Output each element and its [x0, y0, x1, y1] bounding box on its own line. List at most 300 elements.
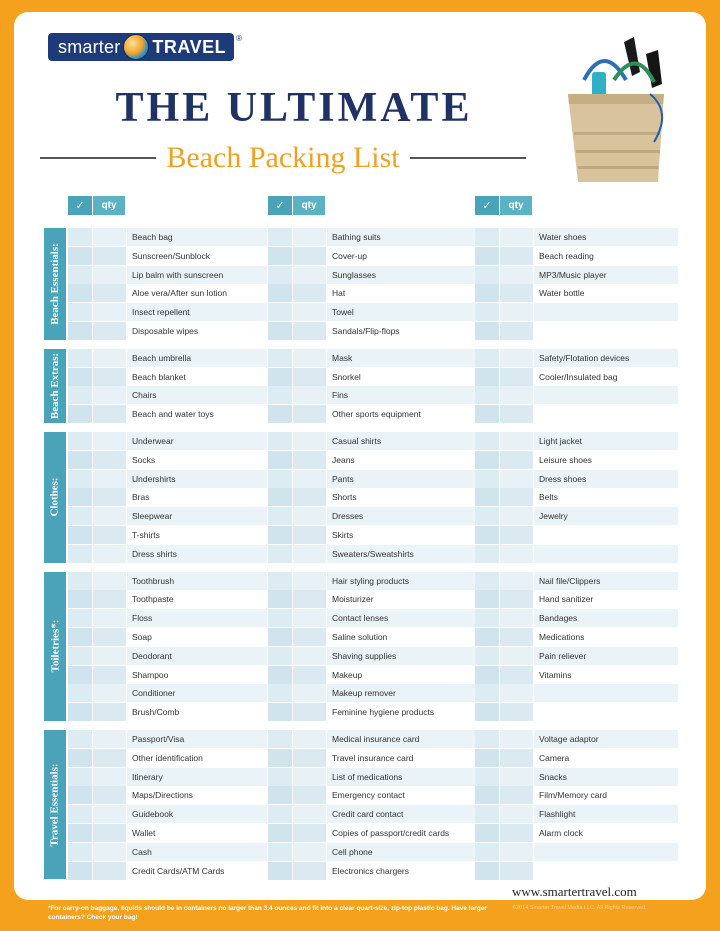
check-box[interactable] [68, 862, 92, 880]
qty-box[interactable] [293, 628, 326, 646]
check-box[interactable] [268, 684, 292, 702]
item-label: Other identification [127, 749, 267, 767]
qty-box[interactable] [93, 590, 126, 608]
check-box[interactable] [68, 303, 92, 321]
qty-box[interactable] [500, 786, 533, 804]
check-box[interactable] [475, 451, 499, 469]
item-label: Hand sanitizer [534, 590, 678, 608]
check-box[interactable] [268, 368, 292, 386]
qty-box[interactable] [500, 228, 533, 246]
check-box[interactable] [475, 303, 499, 321]
qty-box[interactable] [93, 432, 126, 450]
check-box[interactable] [268, 386, 292, 404]
check-box[interactable] [68, 247, 92, 265]
check-box[interactable] [68, 703, 92, 721]
check-box[interactable] [475, 843, 499, 861]
item-label [534, 843, 678, 861]
qty-box[interactable] [93, 628, 126, 646]
carry-on-footnote: *For carry-on baggage, liquids should be in containers no larger than 3.4 ounces and fit into a clear quart-size, zip-top plastic bag. Have larger containers? Check your bag! [48, 905, 487, 921]
qty-box[interactable] [293, 862, 326, 880]
qty-box[interactable] [500, 730, 533, 748]
table-row [68, 730, 676, 748]
check-box[interactable] [475, 470, 499, 488]
item-label [534, 703, 678, 721]
item-label: Other sports equipment [327, 405, 475, 423]
check-box[interactable] [475, 228, 499, 246]
qty-box[interactable] [293, 322, 326, 340]
qty-box[interactable] [500, 805, 533, 823]
qty-box[interactable] [93, 386, 126, 404]
qty-box[interactable] [500, 488, 533, 506]
item-label: List of medications [327, 768, 475, 786]
qty-box[interactable] [293, 843, 326, 861]
check-box[interactable] [268, 749, 292, 767]
qty-box[interactable] [93, 786, 126, 804]
qty-box[interactable] [500, 284, 533, 302]
item-label: Sweaters/Sweatshirts [327, 545, 475, 563]
table-row [68, 749, 676, 767]
subtitle-rule-left [40, 157, 156, 159]
qty-box[interactable] [293, 805, 326, 823]
check-box[interactable] [475, 628, 499, 646]
qty-box[interactable] [93, 749, 126, 767]
section-2 [44, 349, 676, 424]
check-box[interactable] [268, 284, 292, 302]
item-label: Wallet [127, 824, 267, 842]
check-box[interactable] [68, 432, 92, 450]
check-box[interactable] [475, 266, 499, 284]
check-box[interactable] [68, 824, 92, 842]
item-label: Leisure shoes [534, 451, 678, 469]
item-label: Conditioner [127, 684, 267, 702]
check-box[interactable] [268, 609, 292, 627]
qty-box[interactable] [500, 266, 533, 284]
qty-box[interactable] [293, 786, 326, 804]
check-box[interactable] [475, 805, 499, 823]
qty-box[interactable] [293, 432, 326, 450]
check-box[interactable] [475, 349, 499, 367]
qty-box[interactable] [293, 666, 326, 684]
table-row [68, 768, 676, 786]
item-label: Toothpaste [127, 590, 267, 608]
check-box[interactable] [68, 284, 92, 302]
item-label: Fins [327, 386, 475, 404]
qty-box[interactable] [93, 647, 126, 665]
table-row [68, 628, 676, 646]
check-box[interactable] [475, 824, 499, 842]
qty-box[interactable] [500, 666, 533, 684]
item-label: Shaving supplies [327, 647, 475, 665]
qty-box[interactable] [93, 666, 126, 684]
item-label: Beach umbrella [127, 349, 267, 367]
qty-box[interactable] [500, 843, 533, 861]
item-label: Disposable wipes [127, 322, 267, 340]
qty-box[interactable] [293, 507, 326, 525]
qty-box[interactable] [500, 590, 533, 608]
check-box[interactable] [268, 843, 292, 861]
item-label: Aloe vera/After sun lotion [127, 284, 267, 302]
check-box[interactable] [68, 368, 92, 386]
check-box[interactable] [475, 703, 499, 721]
page-title: THE ULTIMATE [115, 85, 473, 131]
check-box[interactable] [68, 786, 92, 804]
qty-box[interactable] [93, 368, 126, 386]
subtitle-row [40, 140, 526, 176]
item-label: Bathing suits [327, 228, 475, 246]
item-label: Beach and water toys [127, 405, 267, 423]
website-url[interactable]: www.smartertravel.com [512, 884, 637, 899]
qty-box[interactable] [500, 684, 533, 702]
qty-box[interactable] [93, 730, 126, 748]
qty-box[interactable] [293, 247, 326, 265]
check-box[interactable] [268, 322, 292, 340]
table-row [68, 266, 676, 284]
qty-box[interactable] [500, 628, 533, 646]
item-label [534, 322, 678, 340]
item-label: Bandages [534, 609, 678, 627]
qty-header: qty [292, 196, 325, 215]
item-label: Moisturizer [327, 590, 475, 608]
qty-box[interactable] [500, 451, 533, 469]
table-row [68, 647, 676, 665]
check-box[interactable] [268, 303, 292, 321]
item-label: Makeup remover [327, 684, 475, 702]
item-label: Cover-up [327, 247, 475, 265]
check-box[interactable] [475, 609, 499, 627]
check-box[interactable] [268, 862, 292, 880]
qty-box[interactable] [500, 526, 533, 544]
table-row [68, 228, 676, 246]
table-row [68, 824, 676, 842]
check-box[interactable] [68, 768, 92, 786]
check-box[interactable] [475, 247, 499, 265]
globe-icon [123, 34, 149, 60]
qty-box[interactable] [500, 545, 533, 563]
check-box[interactable] [68, 470, 92, 488]
check-box[interactable] [268, 786, 292, 804]
qty-box[interactable] [93, 303, 126, 321]
qty-box[interactable] [293, 703, 326, 721]
section-5 [44, 730, 676, 880]
item-label: Shampoo [127, 666, 267, 684]
qty-box[interactable] [500, 470, 533, 488]
item-label: T-shirts [127, 526, 267, 544]
qty-box[interactable] [93, 843, 126, 861]
qty-box[interactable] [293, 386, 326, 404]
check-box[interactable] [268, 628, 292, 646]
check-box[interactable] [68, 572, 92, 590]
qty-box[interactable] [500, 303, 533, 321]
qty-box[interactable] [500, 322, 533, 340]
check-box[interactable] [475, 572, 499, 590]
qty-box[interactable] [93, 247, 126, 265]
check-box[interactable] [68, 647, 92, 665]
check-box[interactable] [475, 684, 499, 702]
section-label: Toiletries*: [49, 619, 61, 673]
qty-box[interactable] [293, 368, 326, 386]
table-row [68, 703, 676, 721]
table-row [68, 488, 676, 506]
qty-box[interactable] [293, 488, 326, 506]
qty-box[interactable] [93, 349, 126, 367]
qty-box[interactable] [293, 824, 326, 842]
section-band [44, 432, 66, 563]
item-label: Guidebook [127, 805, 267, 823]
check-box[interactable] [268, 824, 292, 842]
check-box[interactable] [475, 386, 499, 404]
check-box[interactable] [268, 228, 292, 246]
qty-box[interactable] [93, 824, 126, 842]
item-label: Credit card contact [327, 805, 475, 823]
table-row [68, 805, 676, 823]
check-box[interactable] [68, 405, 92, 423]
check-box[interactable] [68, 488, 92, 506]
item-label: Alarm clock [534, 824, 678, 842]
item-label: Voltage adaptor [534, 730, 678, 748]
qty-box[interactable] [93, 805, 126, 823]
check-box[interactable] [268, 451, 292, 469]
check-box[interactable] [268, 703, 292, 721]
check-box[interactable] [268, 647, 292, 665]
item-label: Dress shoes [534, 470, 678, 488]
item-label: Cell phone [327, 843, 475, 861]
section-1 [44, 228, 676, 341]
check-box[interactable] [68, 228, 92, 246]
check-box[interactable] [268, 572, 292, 590]
check-box[interactable] [68, 730, 92, 748]
item-label: Deodorant [127, 647, 267, 665]
check-box[interactable] [475, 488, 499, 506]
table-row [68, 526, 676, 544]
section-label: Clothes: [49, 477, 62, 517]
item-label: Feminine hygiene products [327, 703, 475, 721]
check-box[interactable] [268, 805, 292, 823]
qty-box[interactable] [93, 322, 126, 340]
table-row [68, 572, 676, 590]
table-row [68, 349, 676, 367]
qty-box[interactable] [93, 405, 126, 423]
table-row [68, 247, 676, 265]
check-box[interactable] [475, 590, 499, 608]
qty-box[interactable] [293, 749, 326, 767]
qty-box[interactable] [500, 703, 533, 721]
item-label [534, 405, 678, 423]
check-box[interactable] [68, 266, 92, 284]
check-box[interactable] [268, 507, 292, 525]
item-label: Light jacket [534, 432, 678, 450]
qty-box[interactable] [500, 824, 533, 842]
item-label: Beach blanket [127, 368, 267, 386]
qty-box[interactable] [93, 228, 126, 246]
check-box[interactable] [68, 545, 92, 563]
qty-box[interactable] [93, 572, 126, 590]
check-box[interactable] [68, 507, 92, 525]
qty-box[interactable] [293, 545, 326, 563]
item-label: Sunglasses [327, 266, 475, 284]
qty-box[interactable] [293, 303, 326, 321]
item-label: Socks [127, 451, 267, 469]
check-box[interactable] [475, 647, 499, 665]
qty-box[interactable] [500, 768, 533, 786]
qty-box[interactable] [500, 368, 533, 386]
check-box[interactable] [268, 247, 292, 265]
item-label: Shorts [327, 488, 475, 506]
qty-box[interactable] [293, 684, 326, 702]
check-box[interactable] [475, 322, 499, 340]
check-box[interactable] [68, 451, 92, 469]
check-box[interactable] [268, 266, 292, 284]
qty-box[interactable] [93, 545, 126, 563]
qty-box[interactable] [93, 488, 126, 506]
qty-box[interactable] [93, 703, 126, 721]
qty-box[interactable] [500, 386, 533, 404]
check-box[interactable] [268, 405, 292, 423]
qty-box[interactable] [93, 526, 126, 544]
table-row [68, 843, 676, 861]
qty-box[interactable] [293, 572, 326, 590]
check-box[interactable] [268, 666, 292, 684]
item-label [534, 862, 678, 880]
check-box[interactable] [68, 628, 92, 646]
item-label: Hair styling products [327, 572, 475, 590]
qty-box[interactable] [293, 451, 326, 469]
qty-box[interactable] [293, 405, 326, 423]
item-label: Cash [127, 843, 267, 861]
check-box[interactable] [68, 749, 92, 767]
beach-bag-image [554, 32, 674, 182]
item-label: Lip balm with sunscreen [127, 266, 267, 284]
qty-box[interactable] [93, 470, 126, 488]
column-header-3 [475, 196, 532, 215]
qty-box[interactable] [500, 647, 533, 665]
check-box[interactable] [68, 386, 92, 404]
item-label [534, 303, 678, 321]
item-label [534, 526, 678, 544]
table-row [68, 666, 676, 684]
qty-header: qty [92, 196, 125, 215]
check-box[interactable] [475, 526, 499, 544]
item-label: Bras [127, 488, 267, 506]
qty-box[interactable] [93, 609, 126, 627]
check-box[interactable] [475, 730, 499, 748]
qty-box[interactable] [93, 507, 126, 525]
item-label: Chairs [127, 386, 267, 404]
qty-box[interactable] [293, 526, 326, 544]
check-box[interactable] [475, 432, 499, 450]
check-box[interactable] [268, 432, 292, 450]
check-box[interactable] [268, 526, 292, 544]
item-label: Mask [327, 349, 475, 367]
qty-box[interactable] [293, 768, 326, 786]
qty-box[interactable] [500, 432, 533, 450]
item-label: Travel insurance card [327, 749, 475, 767]
qty-box[interactable] [93, 266, 126, 284]
qty-box[interactable] [500, 572, 533, 590]
item-label: Nail file/Clippers [534, 572, 678, 590]
qty-box[interactable] [293, 266, 326, 284]
table-row [68, 862, 676, 880]
check-box[interactable] [475, 749, 499, 767]
qty-box[interactable] [293, 228, 326, 246]
qty-box[interactable] [500, 609, 533, 627]
check-box[interactable] [475, 405, 499, 423]
qty-box[interactable] [293, 284, 326, 302]
check-box[interactable] [68, 526, 92, 544]
check-box[interactable] [475, 862, 499, 880]
qty-box[interactable] [293, 730, 326, 748]
packing-list-sheet [14, 12, 706, 900]
section-band [44, 572, 66, 721]
check-box[interactable] [68, 666, 92, 684]
check-box[interactable] [475, 368, 499, 386]
section-4 [44, 572, 676, 722]
table-row [68, 590, 676, 608]
check-box[interactable] [68, 590, 92, 608]
check-box[interactable] [68, 609, 92, 627]
qty-box[interactable] [293, 470, 326, 488]
page-subtitle: Beach Packing List [166, 141, 400, 174]
check-box[interactable] [68, 684, 92, 702]
item-label: Credit Cards/ATM Cards [127, 862, 267, 880]
qty-box[interactable] [500, 749, 533, 767]
qty-box[interactable] [293, 647, 326, 665]
item-label: Snorkel [327, 368, 475, 386]
qty-box[interactable] [93, 768, 126, 786]
check-box[interactable] [475, 666, 499, 684]
table-row [68, 322, 676, 340]
item-label: Saline solution [327, 628, 475, 646]
qty-box[interactable] [293, 349, 326, 367]
check-box[interactable] [268, 590, 292, 608]
qty-box[interactable] [500, 349, 533, 367]
table-row [68, 545, 676, 563]
check-box[interactable] [475, 507, 499, 525]
qty-box[interactable] [93, 862, 126, 880]
qty-box[interactable] [500, 405, 533, 423]
qty-box[interactable] [500, 247, 533, 265]
check-box[interactable] [268, 349, 292, 367]
check-box[interactable] [475, 545, 499, 563]
check-box[interactable] [268, 545, 292, 563]
check-box[interactable] [68, 805, 92, 823]
qty-box[interactable] [500, 507, 533, 525]
item-label: Pants [327, 470, 475, 488]
check-box[interactable] [268, 768, 292, 786]
item-label: Casual shirts [327, 432, 475, 450]
qty-box[interactable] [93, 284, 126, 302]
qty-box[interactable] [500, 862, 533, 880]
item-label: Undershirts [127, 470, 267, 488]
check-box[interactable] [68, 322, 92, 340]
check-box[interactable] [68, 843, 92, 861]
table-row [68, 507, 676, 525]
qty-box[interactable] [293, 590, 326, 608]
qty-box[interactable] [93, 451, 126, 469]
check-box[interactable] [268, 488, 292, 506]
item-label: Itinerary [127, 768, 267, 786]
check-box[interactable] [475, 284, 499, 302]
qty-box[interactable] [293, 609, 326, 627]
column-header-2 [268, 196, 325, 215]
item-label: Towel [327, 303, 475, 321]
check-box[interactable] [268, 730, 292, 748]
check-box[interactable] [475, 768, 499, 786]
check-box[interactable] [475, 786, 499, 804]
qty-box[interactable] [93, 684, 126, 702]
check-box[interactable] [68, 349, 92, 367]
check-box[interactable] [268, 470, 292, 488]
item-label: Sandals/Flip-flops [327, 322, 475, 340]
